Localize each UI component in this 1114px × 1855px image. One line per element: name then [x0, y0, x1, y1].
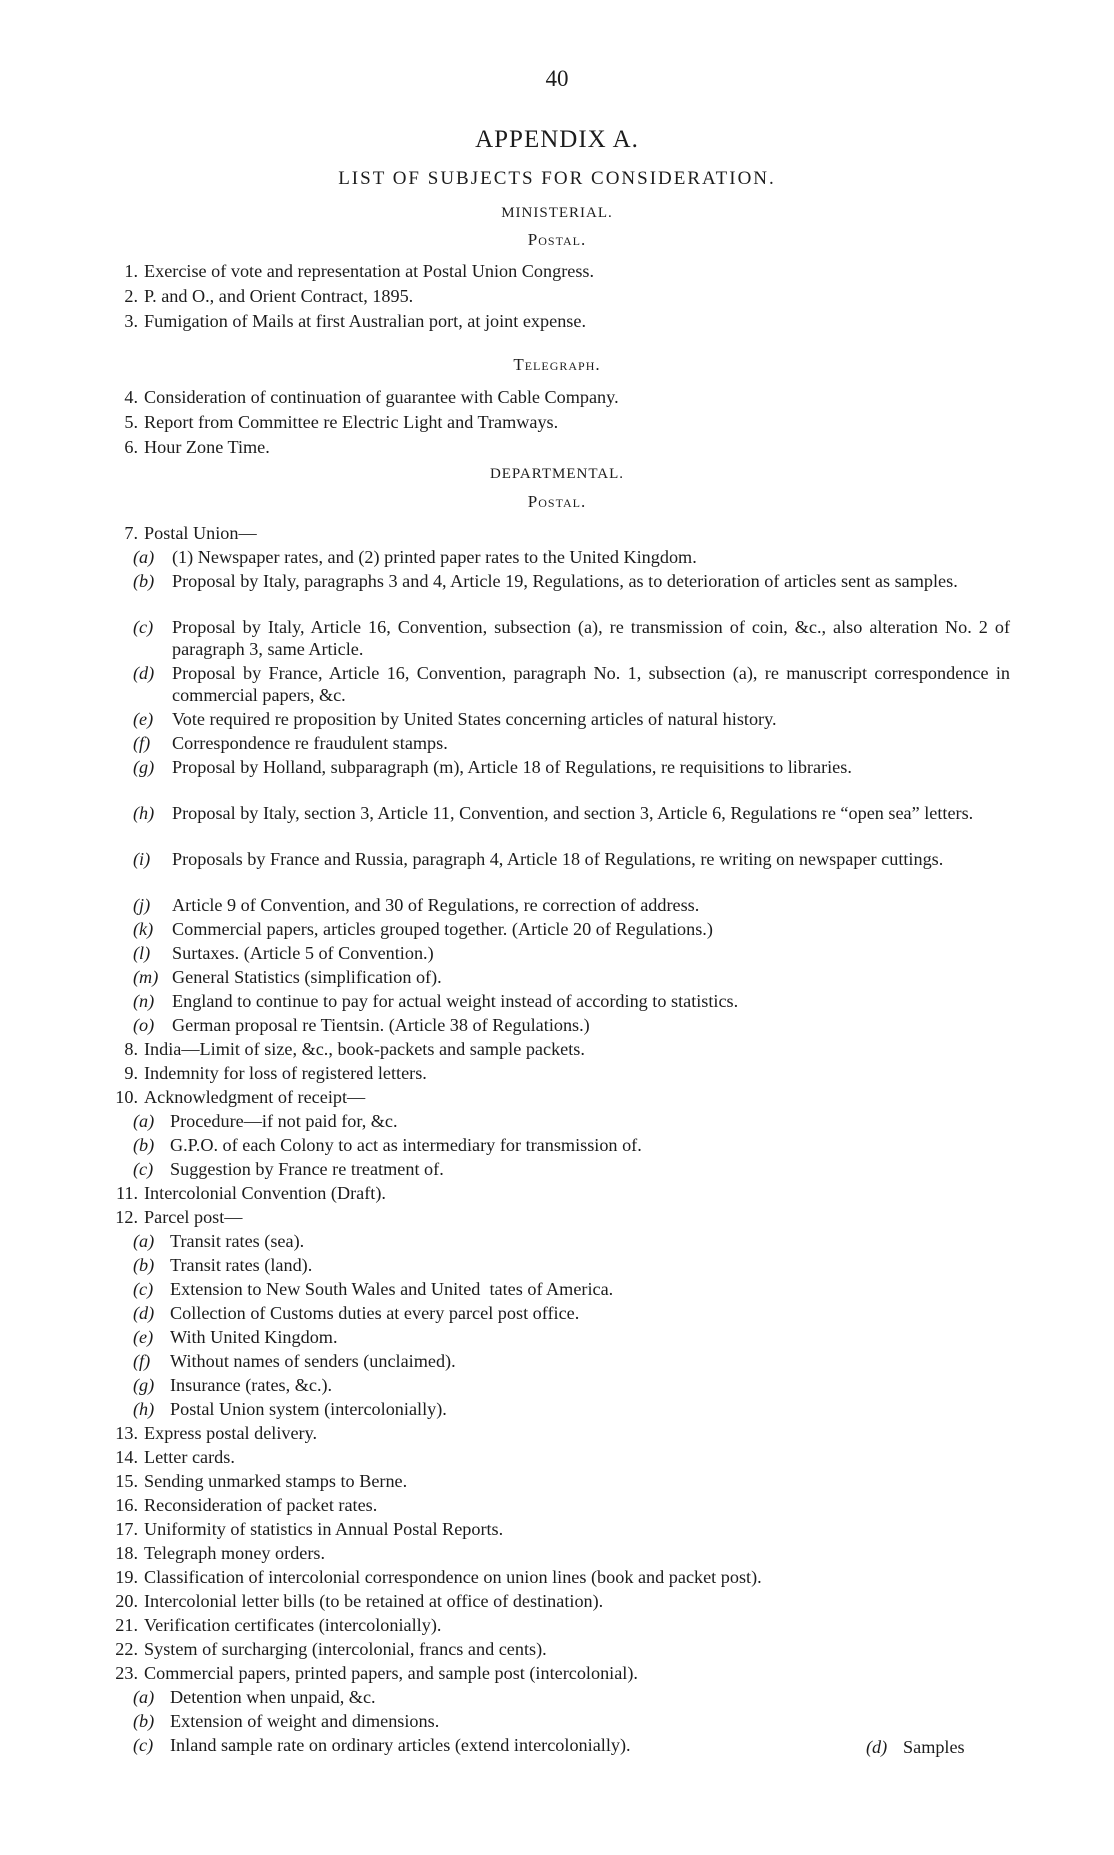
item-number: 9.	[124, 1063, 138, 1083]
item-number: 10.	[115, 1087, 138, 1107]
item-number: 6.	[124, 437, 138, 457]
sub-item: Procedure—if not paid for, &c.	[170, 1111, 398, 1131]
sub-item-label: (j)	[133, 895, 151, 915]
sub-item: Without names of senders (unclaimed).	[170, 1351, 456, 1371]
list-item: Sending unmarked stamps to Berne.	[144, 1471, 408, 1491]
sub-item: Article 9 of Convention, and 30 of Regulations, re correction of address.	[172, 895, 700, 915]
sub-item-label: (n)	[133, 991, 155, 1011]
sub-item-label: (h)	[133, 803, 155, 823]
list-item: Fumigation of Mails at first Australian port, at joint expense.	[144, 311, 586, 331]
item-number: 23.	[115, 1663, 138, 1683]
sub-item-label: (c)	[133, 1279, 154, 1299]
list-item: Telegraph money orders.	[144, 1543, 326, 1563]
item-number: 20.	[115, 1591, 138, 1611]
list-item: Intercolonial letter bills (to be retained at office of destination).	[144, 1591, 604, 1611]
item-number: 12.	[115, 1207, 138, 1227]
item-number: 5.	[124, 412, 138, 432]
sub-item: Commercial papers, articles grouped together. (Article 20 of Regulations.)	[172, 919, 713, 939]
sub-item-label: (f)	[133, 1351, 151, 1371]
sub-item: Samples	[903, 1737, 965, 1757]
list-item: Reconsideration of packet rates.	[144, 1495, 378, 1515]
sub-item: Proposal by Italy, paragraphs 3 and 4, Article 19, Regulations, as to deterioration of articles sent as samples.	[172, 571, 958, 591]
item-number: 3.	[124, 311, 138, 331]
item-number: 14.	[115, 1447, 138, 1467]
sub-item: Proposal by Italy, section 3, Article 11, Convention, and section 3, Article 6, Regulations re “open sea” letters.	[172, 803, 974, 823]
list-item: Classification of intercolonial correspondence on union lines (book and packet post).	[144, 1567, 762, 1587]
sub-item-label: (d)	[866, 1737, 888, 1757]
list-item: P. and O., and Orient Contract, 1895.	[144, 286, 414, 306]
sub-item: Transit rates (land).	[170, 1255, 313, 1275]
section-heading-departmental: DEPARTMENTAL.	[489, 466, 625, 482]
sub-item-label: (e)	[133, 709, 154, 729]
sub-item: G.P.O. of each Colony to act as intermediary for transmission of.	[170, 1135, 642, 1155]
item-number: 22.	[115, 1639, 138, 1659]
list-item: Parcel post—	[144, 1207, 243, 1227]
item-number: 15.	[115, 1471, 138, 1491]
list-item: Consideration of continuation of guarantee with Cable Company.	[144, 387, 619, 407]
appendix-title: APPENDIX A.	[475, 126, 639, 153]
sub-item-label: (d)	[133, 663, 155, 683]
page-number: 40	[545, 66, 569, 91]
sub-item-label: (b)	[133, 1135, 155, 1155]
item-number: 1.	[124, 261, 138, 281]
sub-item: Surtaxes. (Article 5 of Convention.)	[172, 943, 434, 963]
sub-item-label: (k)	[133, 919, 154, 939]
sub-item: German proposal re Tientsin. (Article 38 of Regulations.)	[172, 1015, 590, 1035]
sub-item-label: (o)	[133, 1015, 155, 1035]
sub-item-label: (h)	[133, 1399, 155, 1419]
item-number: 4.	[124, 387, 138, 407]
sub-item: Transit rates (sea).	[170, 1231, 305, 1251]
sub-item: England to continue to pay for actual weight instead of according to statistics.	[172, 991, 739, 1011]
subsection-heading-telegraph: Telegraph.	[513, 355, 601, 374]
sub-item-label: (b)	[133, 1255, 155, 1275]
sub-item: Extension to New South Wales and United tates of America.	[170, 1279, 614, 1299]
list-item: Postal Union—	[144, 523, 257, 543]
sub-item: Proposal by Holland, subparagraph (m), Article 18 of Regulations, re requisitions to libraries.	[172, 757, 852, 777]
sub-item-label: (a)	[133, 1687, 155, 1707]
list-item: Verification certificates (intercolonially).	[144, 1615, 442, 1635]
sub-item: Postal Union system (intercolonially).	[170, 1399, 447, 1419]
sub-item: Proposal by France, Article 16, Convention, paragraph No. 1, subsection (a), re manuscript correspondence in commercial papers, &c.	[172, 663, 1010, 705]
sub-item: (1) Newspaper rates, and (2) printed paper rates to the United Kingdom.	[172, 547, 697, 567]
sub-item-label: (c)	[133, 617, 154, 637]
item-number: 2.	[124, 286, 138, 306]
item-number: 13.	[115, 1423, 138, 1443]
sub-item-label: (l)	[133, 943, 151, 963]
sub-item-label: (b)	[133, 1711, 155, 1731]
item-number: 8.	[124, 1039, 138, 1059]
sub-item: Suggestion by France re treatment of.	[170, 1159, 444, 1179]
sub-item: Detention when unpaid, &c.	[170, 1687, 376, 1707]
section-heading-ministerial: MINISTERIAL.	[501, 205, 613, 221]
list-item: Intercolonial Convention (Draft).	[144, 1183, 386, 1203]
list-item: Hour Zone Time.	[144, 437, 270, 457]
sub-item-label: (i)	[133, 849, 151, 869]
item-number: 21.	[115, 1615, 138, 1635]
list-item: Letter cards.	[144, 1447, 235, 1467]
sub-item: Vote required re proposition by United States concerning articles of natural history.	[172, 709, 777, 729]
sub-item-label: (g)	[133, 1375, 155, 1395]
sub-item: Correspondence re fraudulent stamps.	[172, 733, 448, 753]
list-item: Report from Committee re Electric Light and Tramways.	[144, 412, 559, 432]
item-number: 18.	[115, 1543, 138, 1563]
item-number: 7.	[124, 523, 138, 543]
list-item: Indemnity for loss of registered letters.	[144, 1063, 427, 1083]
sub-item-label: (g)	[133, 757, 155, 777]
sub-item: Proposal by Italy, Article 16, Convention, subsection (a), re transmission of coin, &c., also alteration No. 2 of paragraph 3, same Article.	[172, 617, 1010, 659]
sub-item: Proposals by France and Russia, paragraph 4, Article 18 of Regulations, re writing on newspaper cuttings.	[172, 849, 944, 869]
item-number: 19.	[115, 1567, 138, 1587]
list-item: India—Limit of size, &c., book-packets and sample packets.	[144, 1039, 585, 1059]
sub-item-label: (d)	[133, 1303, 155, 1323]
sub-item: With United Kingdom.	[170, 1327, 338, 1347]
sub-item: Extension of weight and dimensions.	[170, 1711, 440, 1731]
sub-item-label: (f)	[133, 733, 151, 753]
sub-item-label: (a)	[133, 547, 155, 567]
sub-item-label: (b)	[133, 571, 155, 591]
sub-item-label: (a)	[133, 1111, 155, 1131]
subsection-heading-postal: Postal.	[527, 492, 587, 511]
list-item: System of surcharging (intercolonial, francs and cents).	[144, 1639, 547, 1659]
subsection-heading-postal: Postal.	[527, 230, 587, 249]
item-number: 16.	[115, 1495, 138, 1515]
list-item: Acknowledgment of receipt—	[144, 1087, 366, 1107]
list-item: Exercise of vote and representation at Postal Union Congress.	[144, 261, 595, 281]
sub-item: Insurance (rates, &c.).	[170, 1375, 333, 1395]
sub-item-label: (e)	[133, 1327, 154, 1347]
sub-item-label: (a)	[133, 1231, 155, 1251]
sub-item-label: (c)	[133, 1159, 154, 1179]
item-number: 17.	[115, 1519, 138, 1539]
sub-item: Collection of Customs duties at every parcel post office.	[170, 1303, 580, 1323]
list-item: Express postal delivery.	[144, 1423, 318, 1443]
list-title: LIST OF SUBJECTS FOR CONSIDERATION.	[338, 168, 776, 189]
sub-item-label: (m)	[133, 967, 159, 987]
sub-item-label: (c)	[133, 1735, 154, 1755]
sub-item: Inland sample rate on ordinary articles (extend intercolonially).	[170, 1735, 631, 1755]
item-number: 11.	[115, 1183, 138, 1203]
sub-item: General Statistics (simplification of).	[172, 967, 442, 987]
list-item: Commercial papers, printed papers, and sample post (intercolonial).	[144, 1663, 638, 1683]
list-item: Uniformity of statistics in Annual Postal Reports.	[144, 1519, 504, 1539]
